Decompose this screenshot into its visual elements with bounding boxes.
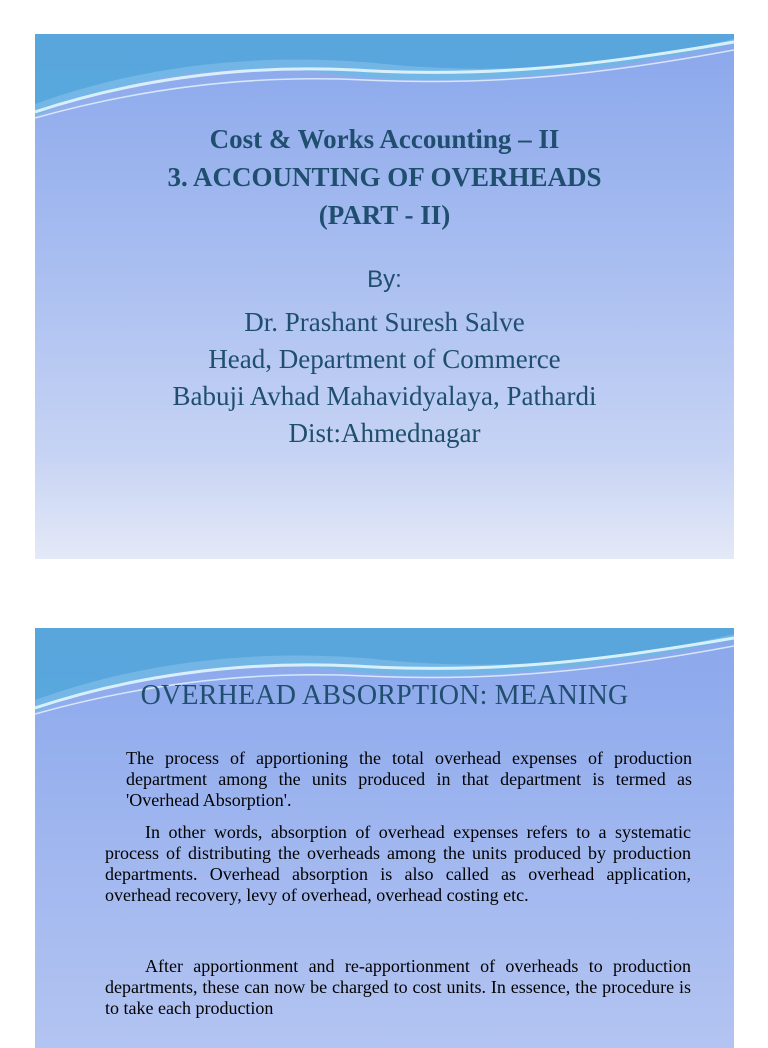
author-institution: Babuji Avhad Mahavidyalaya, Pathardi bbox=[172, 381, 597, 411]
title-line: 3. ACCOUNTING OF OVERHEADS bbox=[167, 162, 602, 192]
paragraph: After apportionment and re-apportionment of overheads to production departments, these can now be charged to cost units. In essence, the procedure is to take each production bbox=[105, 956, 691, 1018]
by-label: By: bbox=[367, 266, 402, 293]
slide-title bbox=[35, 120, 734, 234]
title-slide bbox=[35, 34, 734, 559]
paragraph: The process of apportioning the total overhead expenses of production department among the units produced in that department is termed as 'Overhead Absorption'. bbox=[126, 748, 692, 810]
decorative-wave bbox=[35, 34, 734, 124]
author-name: Dr. Prashant Suresh Salve bbox=[244, 307, 525, 337]
paragraph: In other words, absorption of overhead expenses refers to a systematic process of distributing the overheads among the units produced by production departments. Overhead absorption is also called as overhead application, overhead recovery, levy of overhead, overhead costing etc. bbox=[105, 822, 691, 905]
author-district: Dist:Ahmednagar bbox=[288, 418, 481, 448]
title-line: (PART - II) bbox=[318, 200, 451, 230]
content-slide bbox=[35, 628, 734, 1048]
slide-title: OVERHEAD ABSORPTION: MEANING bbox=[140, 680, 629, 711]
author-block bbox=[35, 304, 734, 452]
title-line: Cost & Works Accounting – II bbox=[209, 124, 560, 154]
author-position: Head, Department of Commerce bbox=[208, 344, 561, 374]
